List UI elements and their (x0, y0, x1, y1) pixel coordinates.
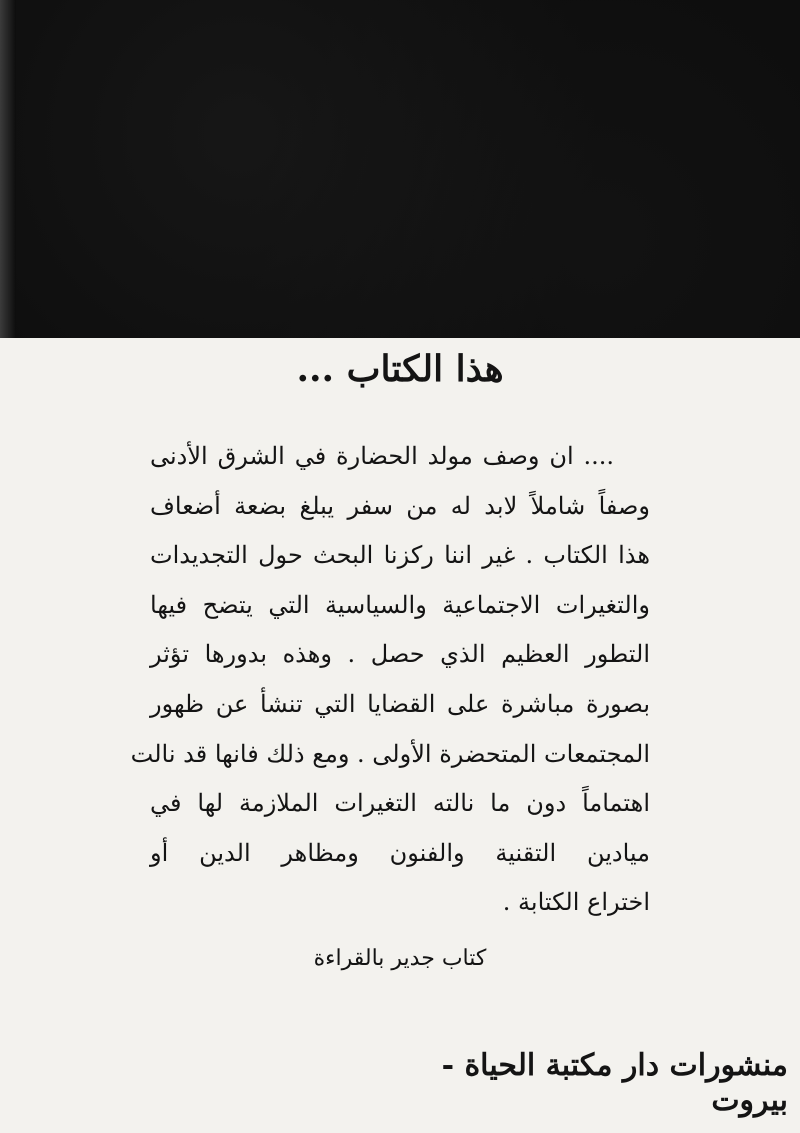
binding-edge (0, 0, 16, 338)
text-line: بصورة مباشرة على القضايا التي تنشأ عن ظهور (150, 689, 650, 718)
text-line: هذا الكتاب . غير اننا ركزنا البحث حول التجديدات (150, 541, 650, 570)
text-line: ميادين التقنية والفنون ومظاهر الدين أو (150, 838, 650, 867)
text-line: وصفاً شاملاً لابد له من سفر يبلغ بضعة أضعاف (150, 491, 650, 520)
text-line: والتغيرات الاجتماعية والسياسية التي يتضح فيها (150, 590, 650, 619)
text-line: اختراع الكتابة . (502, 888, 650, 917)
text-line: التطور العظيم الذي حصل . وهذه بدورها تؤثر (150, 640, 650, 669)
description-text (130, 432, 650, 928)
page-title: هذا الكتاب ... (296, 348, 504, 390)
text-line: .... ان وصف مولد الحضارة في الشرق الأدنى (150, 442, 614, 470)
black-header-band (0, 0, 800, 338)
text-line: المجتمعات المتحضرة الأولى . ومع ذلك فانها قد نالت (130, 739, 650, 768)
recommendation-text: كتاب جدير بالقراءة (313, 946, 487, 971)
band-texture (0, 0, 800, 338)
text-line: اهتماماً دون ما نالته التغيرات الملازمة لها في (150, 789, 650, 818)
publisher-imprint: منشورات دار مكتبة الحياة - بيروت (441, 1048, 788, 1118)
